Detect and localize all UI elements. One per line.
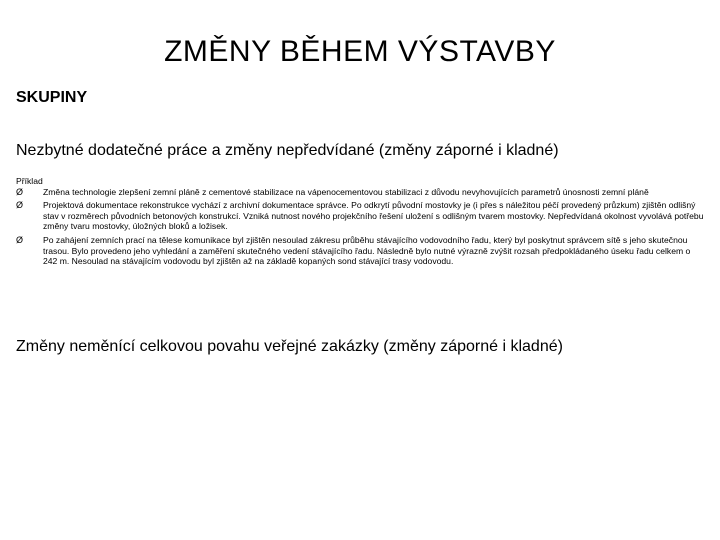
section-heading: SKUPINY — [16, 89, 88, 106]
arrow-bullet-icon: Ø — [16, 200, 24, 211]
list-item — [16, 200, 704, 232]
arrow-bullet-icon: Ø — [16, 234, 24, 245]
list-item-text: Projektová dokumentace rekonstrukce vychází z archivní dokumentace správce. Po odkrytí původní mostovky je (i přes s náležitou péčí provedený průzkum) zjištěn odlišný stav v rozměrech původních betonových konstrukcí. Vzniká nutnost nového projekčního řešení uložení s odlišným tvarem mostovky. Nepředvídaná okolnost vyvolává potřebu změny tvaru mostovky, úložných bloků a ložisek. — [43, 200, 704, 232]
arrow-bullet-icon: Ø — [16, 186, 24, 197]
list-item — [16, 235, 704, 267]
subheading-unforeseen-changes: Nezbytné dodatečné práce a změny nepředvídané (změny záporné i kladné) — [16, 142, 559, 159]
slide-title: ZMĚNY BĚHEM VÝSTAVBY — [164, 35, 556, 68]
example-label: Příklad — [16, 176, 43, 186]
list-item — [16, 187, 704, 198]
example-list — [16, 187, 704, 267]
subheading-non-substantial-changes: Změny neměnící celkovou povahu veřejné zakázky (změny záporné i kladné) — [16, 338, 563, 355]
list-item-text: Změna technologie zlepšení zemní pláně z cementové stabilizace na vápenocementovou stabilizaci z důvodu nevyhovujících parametrů únosnosti zemní pláně — [43, 186, 649, 197]
list-item-text: Po zahájení zemních prací na tělese komunikace byl zjištěn nesoulad zákresu průběhu stávajícího vodovodního řadu, který byl poskytnut správcem sítě s jeho skutečnou trasou. Bylo provedeno jeho vyhledání a zaměření skutečného vedení stávajícího řadu. Následně bylo nutné výrazně zvýšit rozsah předpokládaného úseku řadu celkem o 242 m. Nesoulad na stávajícím vodovodu byl zjištěn až na základě kopaných sond stávající trasy vodovodu. — [43, 234, 691, 267]
example-block — [16, 176, 704, 270]
